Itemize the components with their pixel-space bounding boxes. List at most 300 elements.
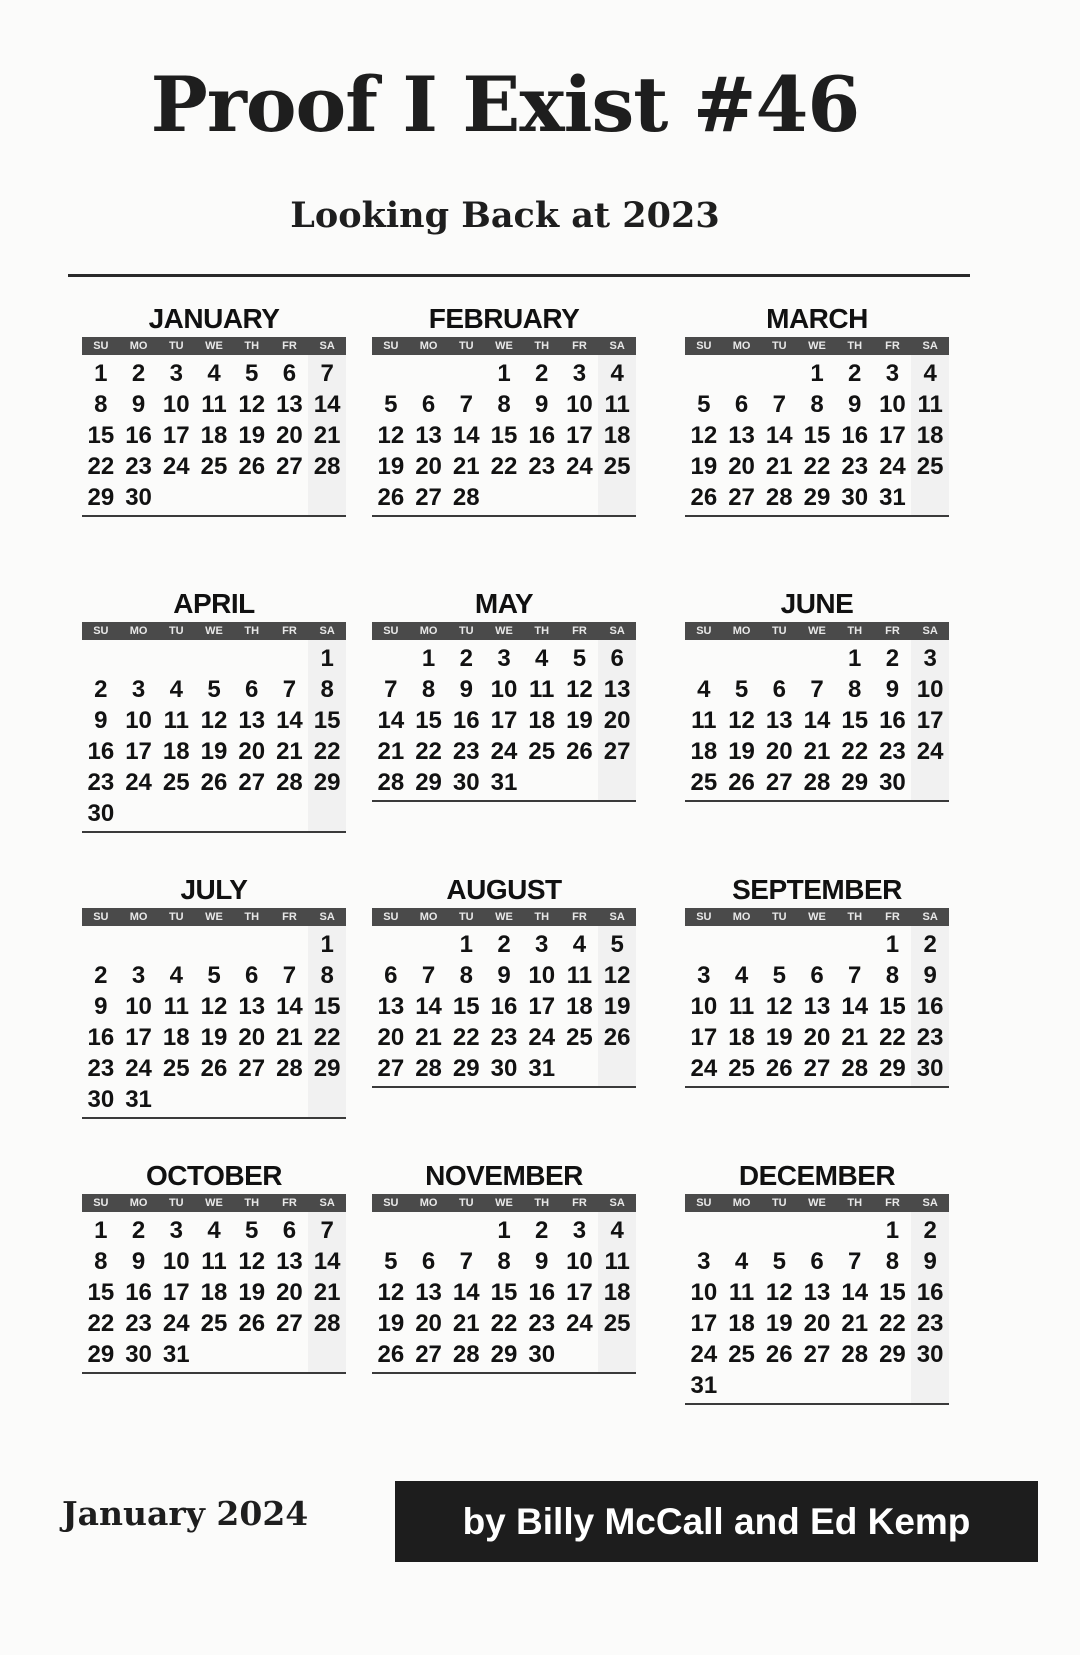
day-number: 14 bbox=[841, 993, 869, 1020]
day-number: 30 bbox=[125, 484, 152, 511]
day-number: 9 bbox=[535, 391, 549, 418]
day-number: 9 bbox=[848, 391, 862, 418]
day-number: 5 bbox=[572, 645, 587, 672]
day-number: 18 bbox=[916, 422, 944, 449]
day-number: 12 bbox=[238, 1248, 266, 1275]
day-number: 9 bbox=[497, 962, 511, 989]
month-name: JANUARY bbox=[148, 303, 280, 334]
empty-day bbox=[447, 358, 485, 389]
empty-day bbox=[233, 929, 271, 960]
day-number: 23 bbox=[125, 453, 152, 480]
day-number: 16 bbox=[879, 707, 906, 734]
day-number: 19 bbox=[765, 1310, 793, 1337]
day-number: 7 bbox=[459, 1248, 473, 1275]
day-number: 14 bbox=[415, 993, 442, 1020]
day-number: 21 bbox=[415, 1024, 442, 1051]
day-number: 10 bbox=[490, 676, 518, 703]
day-number: 11 bbox=[566, 962, 593, 989]
weekday-label: WE bbox=[205, 340, 223, 352]
day-number: 20 bbox=[803, 1310, 831, 1337]
day-number: 26 bbox=[603, 1024, 631, 1051]
day-number: 8 bbox=[459, 962, 473, 989]
month-may bbox=[372, 588, 636, 802]
day-number: 12 bbox=[765, 1279, 793, 1306]
weekday-label: TU bbox=[168, 625, 184, 637]
weekday-label: FR bbox=[282, 625, 297, 637]
day-number: 9 bbox=[923, 962, 937, 989]
empty-day bbox=[447, 1215, 485, 1246]
day-number: 25 bbox=[728, 1055, 755, 1082]
day-number: 13 bbox=[803, 993, 831, 1020]
day-number: 3 bbox=[885, 360, 900, 387]
weekday-label: TH bbox=[244, 1197, 260, 1209]
weekday-label: TH bbox=[847, 911, 863, 923]
empty-day bbox=[271, 929, 309, 960]
day-number: 8 bbox=[885, 962, 900, 989]
day-number: 10 bbox=[125, 993, 152, 1020]
day-number: 10 bbox=[916, 676, 944, 703]
day-number: 10 bbox=[566, 391, 593, 418]
day-number: 3 bbox=[169, 360, 183, 387]
days-grid bbox=[82, 640, 346, 833]
day-number: 15 bbox=[803, 422, 831, 449]
days-grid bbox=[685, 355, 949, 517]
day-number: 21 bbox=[276, 738, 303, 765]
day-number: 8 bbox=[497, 391, 511, 418]
day-number: 1 bbox=[885, 931, 900, 958]
day-number: 2 bbox=[923, 931, 937, 958]
empty-day bbox=[836, 1215, 874, 1246]
day-number: 18 bbox=[162, 1024, 190, 1051]
day-number: 6 bbox=[282, 1217, 297, 1244]
day-number: 24 bbox=[125, 1055, 152, 1082]
day-number: 8 bbox=[885, 1248, 900, 1275]
day-number: 17 bbox=[690, 1310, 718, 1337]
weekday-label: WE bbox=[205, 625, 223, 637]
day-number: 2 bbox=[459, 645, 473, 672]
day-number: 23 bbox=[841, 453, 869, 480]
weekday-label: SA bbox=[609, 911, 625, 923]
day-number: 11 bbox=[163, 707, 189, 734]
days-grid bbox=[685, 926, 949, 1088]
day-number: 20 bbox=[377, 1024, 405, 1051]
month-name: AUGUST bbox=[446, 874, 562, 905]
day-number: 4 bbox=[169, 676, 183, 703]
weekday-label: SU bbox=[383, 1197, 399, 1209]
day-number: 3 bbox=[131, 676, 146, 703]
day-number: 1 bbox=[497, 1217, 511, 1244]
weekday-label: TU bbox=[458, 911, 474, 923]
day-number: 5 bbox=[697, 391, 711, 418]
day-number: 24 bbox=[690, 1341, 718, 1368]
day-number: 21 bbox=[841, 1024, 869, 1051]
weekday-label: SU bbox=[696, 1197, 712, 1209]
weekday-label: MO bbox=[129, 340, 148, 352]
byline-banner: by Billy McCall and Ed Kemp bbox=[395, 1481, 1038, 1562]
day-number: 30 bbox=[490, 1055, 518, 1082]
day-number: 1 bbox=[848, 645, 862, 672]
weekday-label: SU bbox=[93, 911, 109, 923]
day-number: 5 bbox=[245, 1217, 259, 1244]
day-number: 10 bbox=[690, 1279, 718, 1306]
month-november bbox=[372, 1160, 636, 1374]
day-number: 22 bbox=[879, 1310, 906, 1337]
day-number: 30 bbox=[87, 800, 115, 827]
day-number: 5 bbox=[245, 360, 259, 387]
month-march bbox=[685, 303, 949, 517]
issue-date: January 2024 bbox=[62, 1494, 309, 1533]
weekday-header bbox=[372, 908, 636, 926]
day-number: 18 bbox=[690, 738, 718, 765]
day-number: 24 bbox=[162, 453, 190, 480]
days-grid bbox=[372, 640, 636, 802]
weekday-label: MO bbox=[732, 625, 751, 637]
weekday-label: WE bbox=[495, 1197, 513, 1209]
day-number: 24 bbox=[916, 738, 944, 765]
weekday-label: MO bbox=[732, 1197, 751, 1209]
day-number: 2 bbox=[131, 360, 146, 387]
empty-day bbox=[760, 929, 798, 960]
day-number: 21 bbox=[313, 422, 341, 449]
day-number: 30 bbox=[528, 1341, 556, 1368]
day-number: 6 bbox=[610, 645, 624, 672]
day-number: 20 bbox=[415, 453, 442, 480]
weekday-label: MO bbox=[419, 1197, 438, 1209]
day-number: 13 bbox=[415, 422, 442, 449]
day-number: 6 bbox=[734, 391, 749, 418]
day-number: 1 bbox=[320, 931, 334, 958]
day-number: 17 bbox=[125, 738, 152, 765]
weekday-label: SA bbox=[319, 911, 335, 923]
day-number: 28 bbox=[415, 1055, 442, 1082]
day-number: 24 bbox=[690, 1055, 718, 1082]
day-number: 8 bbox=[497, 1248, 511, 1275]
weekday-label: FR bbox=[885, 911, 900, 923]
day-number: 5 bbox=[384, 1248, 398, 1275]
day-number: 2 bbox=[94, 962, 108, 989]
day-number: 4 bbox=[734, 962, 749, 989]
day-number: 12 bbox=[603, 962, 631, 989]
day-number: 14 bbox=[452, 1279, 480, 1306]
day-number: 25 bbox=[728, 1341, 755, 1368]
month-name: DECEMBER bbox=[738, 1160, 896, 1191]
day-number: 1 bbox=[810, 360, 824, 387]
day-number: 10 bbox=[690, 993, 718, 1020]
day-number: 15 bbox=[452, 993, 480, 1020]
weekday-label: TH bbox=[534, 625, 550, 637]
day-number: 19 bbox=[238, 422, 266, 449]
weekday-label: FR bbox=[572, 911, 587, 923]
weekday-label: TU bbox=[771, 340, 787, 352]
day-number: 15 bbox=[490, 1279, 518, 1306]
day-number: 26 bbox=[200, 769, 228, 796]
day-number: 6 bbox=[245, 962, 259, 989]
day-number: 28 bbox=[841, 1341, 869, 1368]
empty-day bbox=[120, 643, 158, 674]
day-number: 28 bbox=[313, 453, 341, 480]
day-number: 13 bbox=[728, 422, 755, 449]
weekday-label: MO bbox=[419, 911, 438, 923]
day-number: 27 bbox=[238, 1055, 266, 1082]
day-number: 16 bbox=[125, 1279, 152, 1306]
day-number: 16 bbox=[528, 1279, 556, 1306]
empty-day bbox=[836, 929, 874, 960]
weekday-label: TU bbox=[458, 625, 474, 637]
day-number: 4 bbox=[572, 931, 587, 958]
day-number: 22 bbox=[452, 1024, 480, 1051]
day-number: 7 bbox=[320, 1217, 334, 1244]
day-number: 12 bbox=[377, 422, 405, 449]
day-number: 30 bbox=[916, 1341, 944, 1368]
empty-day bbox=[157, 643, 195, 674]
day-number: 16 bbox=[125, 422, 152, 449]
day-number: 11 bbox=[604, 1248, 630, 1275]
day-number: 5 bbox=[772, 962, 786, 989]
day-number: 7 bbox=[772, 391, 786, 418]
day-number: 8 bbox=[421, 676, 436, 703]
day-number: 26 bbox=[238, 453, 266, 480]
day-number: 13 bbox=[238, 993, 266, 1020]
day-number: 1 bbox=[94, 1217, 108, 1244]
day-number: 23 bbox=[87, 769, 115, 796]
empty-day bbox=[410, 929, 448, 960]
weekday-label: SA bbox=[922, 625, 938, 637]
day-number: 1 bbox=[459, 931, 473, 958]
empty-day bbox=[233, 643, 271, 674]
day-number: 8 bbox=[848, 676, 862, 703]
weekday-header bbox=[685, 337, 949, 355]
day-number: 15 bbox=[879, 1279, 906, 1306]
day-number: 31 bbox=[690, 1372, 718, 1399]
day-number: 19 bbox=[200, 738, 228, 765]
day-number: 2 bbox=[923, 1217, 937, 1244]
weekday-label: SA bbox=[319, 1197, 335, 1209]
day-number: 16 bbox=[87, 1024, 115, 1051]
day-number: 13 bbox=[603, 676, 631, 703]
month-name: MARCH bbox=[766, 303, 868, 334]
day-number: 3 bbox=[923, 645, 937, 672]
day-number: 11 bbox=[163, 993, 189, 1020]
days-grid bbox=[82, 1212, 346, 1374]
day-number: 20 bbox=[803, 1024, 831, 1051]
day-number: 24 bbox=[566, 453, 593, 480]
day-number: 4 bbox=[610, 360, 624, 387]
day-number: 10 bbox=[125, 707, 152, 734]
day-number: 29 bbox=[879, 1055, 906, 1082]
day-number: 31 bbox=[879, 484, 906, 511]
day-number: 20 bbox=[728, 453, 755, 480]
weekday-label: TH bbox=[847, 625, 863, 637]
empty-day bbox=[195, 929, 233, 960]
empty-day bbox=[195, 643, 233, 674]
day-number: 10 bbox=[879, 391, 906, 418]
day-number: 7 bbox=[421, 962, 436, 989]
page-title: Proof I Exist #46 bbox=[150, 60, 860, 149]
day-number: 28 bbox=[276, 1055, 303, 1082]
day-number: 7 bbox=[810, 676, 824, 703]
day-number: 20 bbox=[603, 707, 631, 734]
month-february bbox=[372, 303, 636, 517]
weekday-label: WE bbox=[495, 911, 513, 923]
weekday-label: WE bbox=[808, 625, 826, 637]
day-number: 23 bbox=[528, 453, 556, 480]
day-number: 27 bbox=[415, 1341, 442, 1368]
day-number: 30 bbox=[87, 1086, 115, 1113]
days-grid bbox=[372, 926, 636, 1088]
day-number: 9 bbox=[131, 391, 146, 418]
weekday-label: FR bbox=[572, 625, 587, 637]
day-number: 25 bbox=[200, 453, 228, 480]
day-number: 6 bbox=[421, 391, 436, 418]
weekday-label: WE bbox=[495, 625, 513, 637]
day-number: 23 bbox=[879, 738, 906, 765]
day-number: 13 bbox=[765, 707, 793, 734]
days-grid bbox=[372, 355, 636, 517]
day-number: 6 bbox=[810, 962, 824, 989]
day-number: 9 bbox=[885, 676, 900, 703]
empty-day bbox=[798, 1215, 836, 1246]
day-number: 3 bbox=[697, 1248, 711, 1275]
day-number: 15 bbox=[415, 707, 442, 734]
weekday-label: WE bbox=[205, 911, 223, 923]
day-number: 5 bbox=[207, 962, 221, 989]
weekday-header bbox=[372, 622, 636, 640]
weekday-label: WE bbox=[808, 340, 826, 352]
weekday-label: MO bbox=[419, 340, 438, 352]
day-number: 19 bbox=[603, 993, 631, 1020]
day-number: 6 bbox=[421, 1248, 436, 1275]
day-number: 17 bbox=[566, 422, 593, 449]
weekday-label: FR bbox=[885, 625, 900, 637]
empty-day bbox=[372, 929, 410, 960]
day-number: 14 bbox=[765, 422, 793, 449]
day-number: 25 bbox=[916, 453, 944, 480]
weekday-label: MO bbox=[732, 911, 751, 923]
day-number: 19 bbox=[566, 707, 593, 734]
day-number: 8 bbox=[320, 962, 334, 989]
day-number: 14 bbox=[452, 422, 480, 449]
day-number: 12 bbox=[377, 1279, 405, 1306]
month-name: MAY bbox=[474, 588, 534, 619]
day-number: 30 bbox=[125, 1341, 152, 1368]
day-number: 11 bbox=[728, 1279, 755, 1306]
weekday-label: FR bbox=[282, 911, 297, 923]
empty-day bbox=[760, 643, 798, 674]
day-number: 5 bbox=[772, 1248, 786, 1275]
day-number: 28 bbox=[452, 1341, 480, 1368]
day-number: 25 bbox=[566, 1024, 593, 1051]
day-number: 15 bbox=[313, 993, 341, 1020]
day-number: 3 bbox=[535, 931, 549, 958]
day-number: 24 bbox=[879, 453, 906, 480]
day-number: 6 bbox=[810, 1248, 824, 1275]
day-number: 22 bbox=[490, 1310, 518, 1337]
day-number: 22 bbox=[87, 453, 115, 480]
weekday-label: SU bbox=[696, 911, 712, 923]
day-number: 27 bbox=[276, 453, 303, 480]
weekday-label: FR bbox=[885, 1197, 900, 1209]
empty-day bbox=[723, 643, 761, 674]
day-number: 14 bbox=[313, 391, 341, 418]
day-number: 19 bbox=[690, 453, 718, 480]
day-number: 2 bbox=[497, 931, 511, 958]
day-number: 22 bbox=[841, 738, 869, 765]
day-number: 15 bbox=[313, 707, 341, 734]
day-number: 21 bbox=[452, 1310, 480, 1337]
day-number: 5 bbox=[734, 676, 749, 703]
day-number: 4 bbox=[169, 962, 183, 989]
weekday-label: WE bbox=[495, 340, 513, 352]
day-number: 4 bbox=[207, 1217, 221, 1244]
day-number: 29 bbox=[313, 1055, 341, 1082]
day-number: 17 bbox=[916, 707, 944, 734]
day-number: 17 bbox=[566, 1279, 593, 1306]
day-number: 5 bbox=[610, 931, 624, 958]
month-january bbox=[82, 303, 346, 517]
weekday-label: SU bbox=[383, 911, 399, 923]
weekday-label: SU bbox=[93, 625, 109, 637]
weekday-label: TH bbox=[244, 340, 260, 352]
empty-day bbox=[372, 358, 410, 389]
month-june bbox=[685, 588, 949, 802]
empty-day bbox=[760, 1215, 798, 1246]
day-number: 18 bbox=[603, 1279, 631, 1306]
day-number: 10 bbox=[162, 1248, 190, 1275]
day-number: 19 bbox=[765, 1024, 793, 1051]
day-number: 17 bbox=[125, 1024, 152, 1051]
empty-day bbox=[760, 358, 798, 389]
weekday-label: TU bbox=[458, 340, 474, 352]
day-number: 6 bbox=[772, 676, 786, 703]
day-number: 2 bbox=[131, 1217, 146, 1244]
weekday-label: SU bbox=[696, 625, 712, 637]
day-number: 12 bbox=[690, 422, 718, 449]
header-divider bbox=[68, 274, 970, 277]
weekday-label: TH bbox=[244, 911, 260, 923]
weekday-label: SU bbox=[93, 1197, 109, 1209]
day-number: 29 bbox=[452, 1055, 480, 1082]
weekday-header bbox=[82, 337, 346, 355]
day-number: 4 bbox=[734, 1248, 749, 1275]
empty-day bbox=[372, 1215, 410, 1246]
day-number: 20 bbox=[276, 422, 303, 449]
weekday-label: TU bbox=[168, 340, 184, 352]
day-number: 30 bbox=[879, 769, 906, 796]
weekday-header bbox=[685, 622, 949, 640]
empty-day bbox=[798, 929, 836, 960]
day-number: 23 bbox=[87, 1055, 115, 1082]
day-number: 4 bbox=[207, 360, 221, 387]
day-number: 21 bbox=[313, 1279, 341, 1306]
weekday-label: TU bbox=[771, 625, 787, 637]
day-number: 7 bbox=[848, 962, 862, 989]
day-number: 3 bbox=[169, 1217, 183, 1244]
weekday-label: MO bbox=[129, 911, 148, 923]
weekday-label: SA bbox=[609, 625, 625, 637]
empty-day bbox=[685, 1215, 723, 1246]
day-number: 18 bbox=[566, 993, 593, 1020]
weekday-label: FR bbox=[885, 340, 900, 352]
day-number: 20 bbox=[276, 1279, 303, 1306]
day-number: 26 bbox=[377, 484, 405, 511]
day-number: 29 bbox=[841, 769, 869, 796]
day-number: 15 bbox=[490, 422, 518, 449]
empty-day bbox=[120, 929, 158, 960]
weekday-header bbox=[372, 1194, 636, 1212]
day-number: 9 bbox=[535, 1248, 549, 1275]
day-number: 28 bbox=[313, 1310, 341, 1337]
day-number: 2 bbox=[535, 1217, 549, 1244]
